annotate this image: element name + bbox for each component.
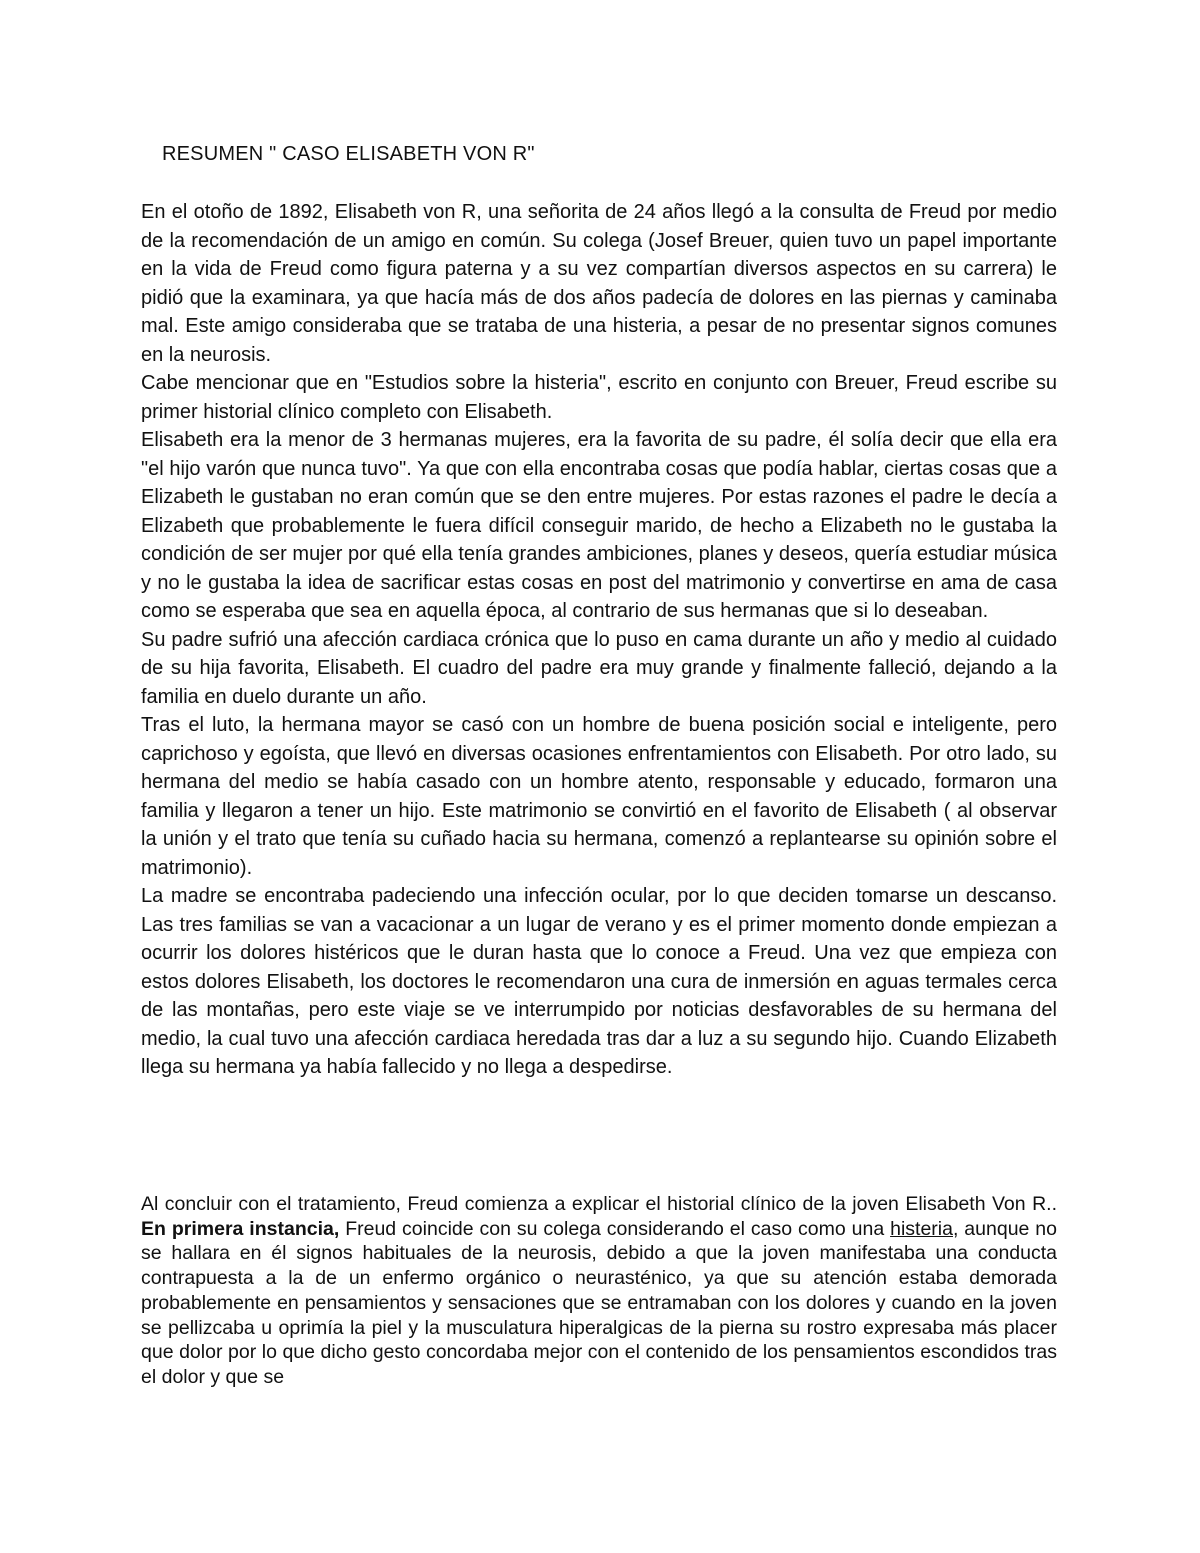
- paragraph-family: Elisabeth era la menor de 3 hermanas mujeres, era la favorita de su padre, él solía decir que ella era "el hijo varón que nunca tuvo". Ya que con ella encontraba cosas que podía hablar, ciertas cosas que a Elizabeth le gustaban no eran común que se den entre mujeres. Por estas razones el padre le decía a Elizabeth que probablemente le fuera difícil conseguir marido, de hecho a Elizabeth no le gustaba la condición de ser mujer por qué ella tenía grandes ambiciones, planes y deseos, quería estudiar música y no le gustaba la idea de sacrificar estas cosas en post del matrimonio y convertirse en ama de casa como se esperaba que sea en aquella época, al contrario de sus hermanas que si lo deseaban.: [141, 429, 1057, 622]
- analysis-section: [141, 1192, 1057, 1390]
- summary-section: [141, 198, 1057, 1082]
- paragraph-sisters: Tras el luto, la hermana mayor se casó con un hombre de buena posición social e inteligente, pero caprichoso y egoísta, que llevó en diversas ocasiones enfrentamientos con Elisabeth. Por otro lado, su hermana del medio se había casado con un hombre atento, responsable y educado, formaron una familia y llegaron a tener un hijo. Este matrimonio se convirtió en el favorito de Elisabeth ( al observar la unión y el trato que tenía su cuñado hacia su hermana, comenzó a replantearse su opinión sobre el matrimonio).: [141, 714, 1057, 879]
- treatment-text-1: Al concluir con el tratamiento, Freud comienza a explicar el historial clínico de la joven Elisabeth Von R..: [141, 1193, 1057, 1215]
- underlined-word: histeria: [890, 1217, 953, 1240]
- bold-phrase: En primera instancia,: [141, 1217, 340, 1240]
- treatment-text-2: Freud coincide con su colega considerando el caso como una: [339, 1217, 891, 1240]
- treatment-text-3: , aunque no se hallara en él signos habituales de la neurosis, debido a que la joven manifestaba una conducta contrapuesta a la de un enfermo orgánico o neurasténico, ya que su atención estaba demorada probablemente en pensamientos y sensaciones que se entramaban con los dolores y cuando en la joven se pellizcaba u oprimía la piel y la musculatura hiperalgicas de la pierna su rostro expresaba más placer que dolor por lo que dicho gesto concordaba mejor con el contenido de los pensamientos escondidos tras el dolor y que se: [141, 1217, 1057, 1388]
- paragraph-father: Su padre sufrió una afección cardiaca crónica que lo puso en cama durante un año y medio al cuidado de su hija favorita, Elisabeth. El cuadro del padre era muy grande y finalmente falleció, dejando a la familia en duelo durante un año.: [141, 628, 1057, 708]
- paragraph-intro: En el otoño de 1892, Elisabeth von R, una señorita de 24 años llegó a la consulta de Freud por medio de la recomendación de un amigo en común. Su colega (Josef Breuer, quien tuvo un papel importante en la vida de Freud como figura paterna y a su vez compartían diversos aspectos en su carrera) le pidió que la examinara, ya que hacía más de dos años padecía de dolores en las piernas y caminaba mal. Este amigo consideraba que se trataba de una histeria, a pesar de no presentar signos comunes en la neurosis.: [141, 201, 1057, 366]
- paragraph-estudios: Cabe mencionar que en "Estudios sobre la histeria", escrito en conjunto con Breuer, Freud escribe su primer historial clínico completo con Elisabeth.: [141, 372, 1057, 423]
- document-title: RESUMEN " CASO ELISABETH VON R": [162, 143, 535, 165]
- paragraph-mother: La madre se encontraba padeciendo una infección ocular, por lo que deciden tomarse un descanso. Las tres familias se van a vacacionar a un lugar de verano y es el primer momento donde empiezan a ocurrir los dolores histéricos que le duran hasta que lo conoce a Freud. Una vez que empieza con estos dolores Elisabeth, los doctores le recomendaron una cura de inmersión en aguas termales cerca de las montañas, pero este viaje se ve interrumpido por noticias desfavorables de su hermana del medio, la cual tuvo una afección cardiaca heredada tras dar a luz a su segundo hijo. Cuando Elizabeth llega su hermana ya había fallecido y no llega a despedirse.: [141, 885, 1057, 1078]
- paragraph-treatment: [141, 1192, 1057, 1390]
